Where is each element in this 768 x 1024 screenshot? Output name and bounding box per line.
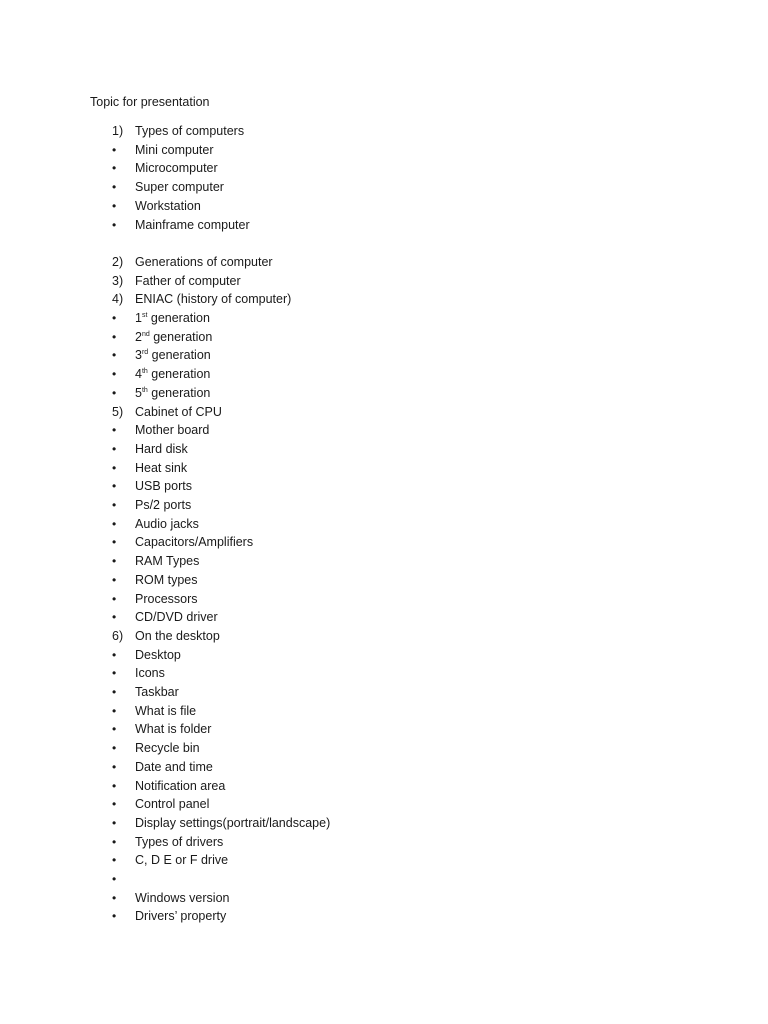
bullet-icon: • xyxy=(112,572,117,587)
list-item-text: C, D E or F drive xyxy=(135,853,229,868)
list-item-text: Control panel xyxy=(135,797,210,812)
list-item-text xyxy=(135,347,211,363)
list-item-text: Mother board xyxy=(135,423,210,438)
list-item-text: Audio jacks xyxy=(135,516,199,531)
generation-number: 1 xyxy=(135,311,142,325)
bullet-icon: • xyxy=(112,741,117,756)
list-item-text: Desktop xyxy=(135,647,181,662)
list-item-text: On the desktop xyxy=(135,628,220,643)
list-item-text: Mainframe computer xyxy=(135,217,250,232)
ordinal-suffix: rd xyxy=(141,349,149,357)
list-item-text: Icons xyxy=(135,666,165,681)
list-item-text: Father of computer xyxy=(135,273,241,288)
bullet-icon: • xyxy=(112,311,117,325)
bullet-icon: • xyxy=(112,441,117,456)
bullet-icon: • xyxy=(112,460,117,475)
bullet-icon: • xyxy=(112,498,117,512)
list-item-text: Generations of computer xyxy=(135,254,273,269)
list-item-text: Drivers’ property xyxy=(135,909,227,924)
bullet-icon: • xyxy=(112,554,117,569)
list-item-text xyxy=(135,310,210,326)
bullet-icon: • xyxy=(112,703,117,718)
ordinal-suffix: th xyxy=(141,386,148,394)
bullet-icon: • xyxy=(112,385,117,400)
list-item-text: ROM types xyxy=(135,572,198,587)
bullet-icon: • xyxy=(112,198,117,213)
bullet-icon: • xyxy=(112,591,117,606)
bullet-icon: • xyxy=(112,329,117,344)
list-item-text xyxy=(135,385,210,401)
list-number: 1) xyxy=(112,124,124,138)
bullet-icon: • xyxy=(112,797,117,812)
list-item-text: Hard disk xyxy=(135,441,188,456)
list-item-text: Workstation xyxy=(135,198,201,213)
bullet-icon: • xyxy=(112,348,117,363)
list-number: 5) xyxy=(112,404,124,419)
bullet-icon: • xyxy=(112,180,117,195)
list-item-label: generation xyxy=(148,348,211,363)
bullet-icon: • xyxy=(112,872,117,886)
bullet-icon: • xyxy=(112,479,117,494)
bullet-icon: • xyxy=(112,815,117,830)
list-item-text: Cabinet of CPU xyxy=(135,404,222,419)
bullet-icon: • xyxy=(112,610,117,625)
list-item-text: Taskbar xyxy=(135,685,179,699)
list-item-text: Types of drivers xyxy=(135,834,224,849)
list-item-text xyxy=(135,329,212,345)
ordinal-suffix: nd xyxy=(141,330,150,338)
list-item-text: Ps/2 ports xyxy=(135,498,192,512)
list-item-label: generation xyxy=(149,329,213,344)
list-item-text: Super computer xyxy=(135,180,224,195)
bullet-icon: • xyxy=(112,909,117,924)
bullet-icon: • xyxy=(112,722,117,737)
list-item-text: ENIAC (history of computer) xyxy=(135,292,292,307)
list-number: 3) xyxy=(112,273,124,288)
bullet-icon: • xyxy=(112,161,117,176)
list-item-text xyxy=(135,366,210,382)
bullet-icon: • xyxy=(112,666,117,681)
generation-number: 4 xyxy=(135,367,142,382)
bullet-icon: • xyxy=(112,759,117,774)
list-item-label: generation xyxy=(147,311,210,325)
bullet-icon: • xyxy=(112,516,117,531)
list-item-text: CD/DVD driver xyxy=(135,610,218,625)
list-item-label: generation xyxy=(147,385,211,400)
bullet-icon: • xyxy=(112,367,117,382)
generation-number: 2 xyxy=(135,329,142,344)
list-item-text: Processors xyxy=(135,591,198,606)
bullet-icon: • xyxy=(112,647,117,662)
bullet-icon: • xyxy=(112,685,117,699)
generation-number: 3 xyxy=(135,348,142,363)
list-item-text: Notification area xyxy=(135,778,226,793)
list-item-text: Mini computer xyxy=(135,142,214,157)
list-item-text: USB ports xyxy=(135,479,192,494)
generation-number: 5 xyxy=(135,385,142,400)
ordinal-suffix: st xyxy=(141,312,148,319)
list-item-text: Heat sink xyxy=(135,460,188,475)
bullet-icon: • xyxy=(112,853,117,868)
list-item-text: Recycle bin xyxy=(135,741,200,756)
list-number: 2) xyxy=(112,254,124,269)
bullet-icon: • xyxy=(112,423,117,438)
list-item-text: Windows version xyxy=(135,890,230,905)
ordinal-suffix: th xyxy=(141,368,148,376)
bullet-icon: • xyxy=(112,778,117,793)
list-number: 6) xyxy=(112,628,124,643)
list-item-text: RAM Types xyxy=(135,554,200,569)
bullet-icon: • xyxy=(112,535,117,550)
list-item-text: What is file xyxy=(135,703,197,718)
list-item-text: Microcomputer xyxy=(135,161,218,176)
bullet-icon: • xyxy=(112,142,117,157)
bullet-icon: • xyxy=(112,890,117,905)
list-item-text: What is folder xyxy=(135,722,212,737)
bullet-icon: • xyxy=(112,834,117,849)
list-item-text: Types of computers xyxy=(135,124,245,138)
list-number: 4) xyxy=(112,292,124,307)
list-item-text: Capacitors/Amplifiers xyxy=(135,535,254,550)
list-item-text: Display settings(portrait/landscape) xyxy=(135,815,331,830)
list-item-text: Date and time xyxy=(135,759,213,774)
list-item-label: generation xyxy=(147,367,211,382)
bullet-icon: • xyxy=(112,217,117,232)
page-title: Topic for presentation xyxy=(90,95,210,109)
